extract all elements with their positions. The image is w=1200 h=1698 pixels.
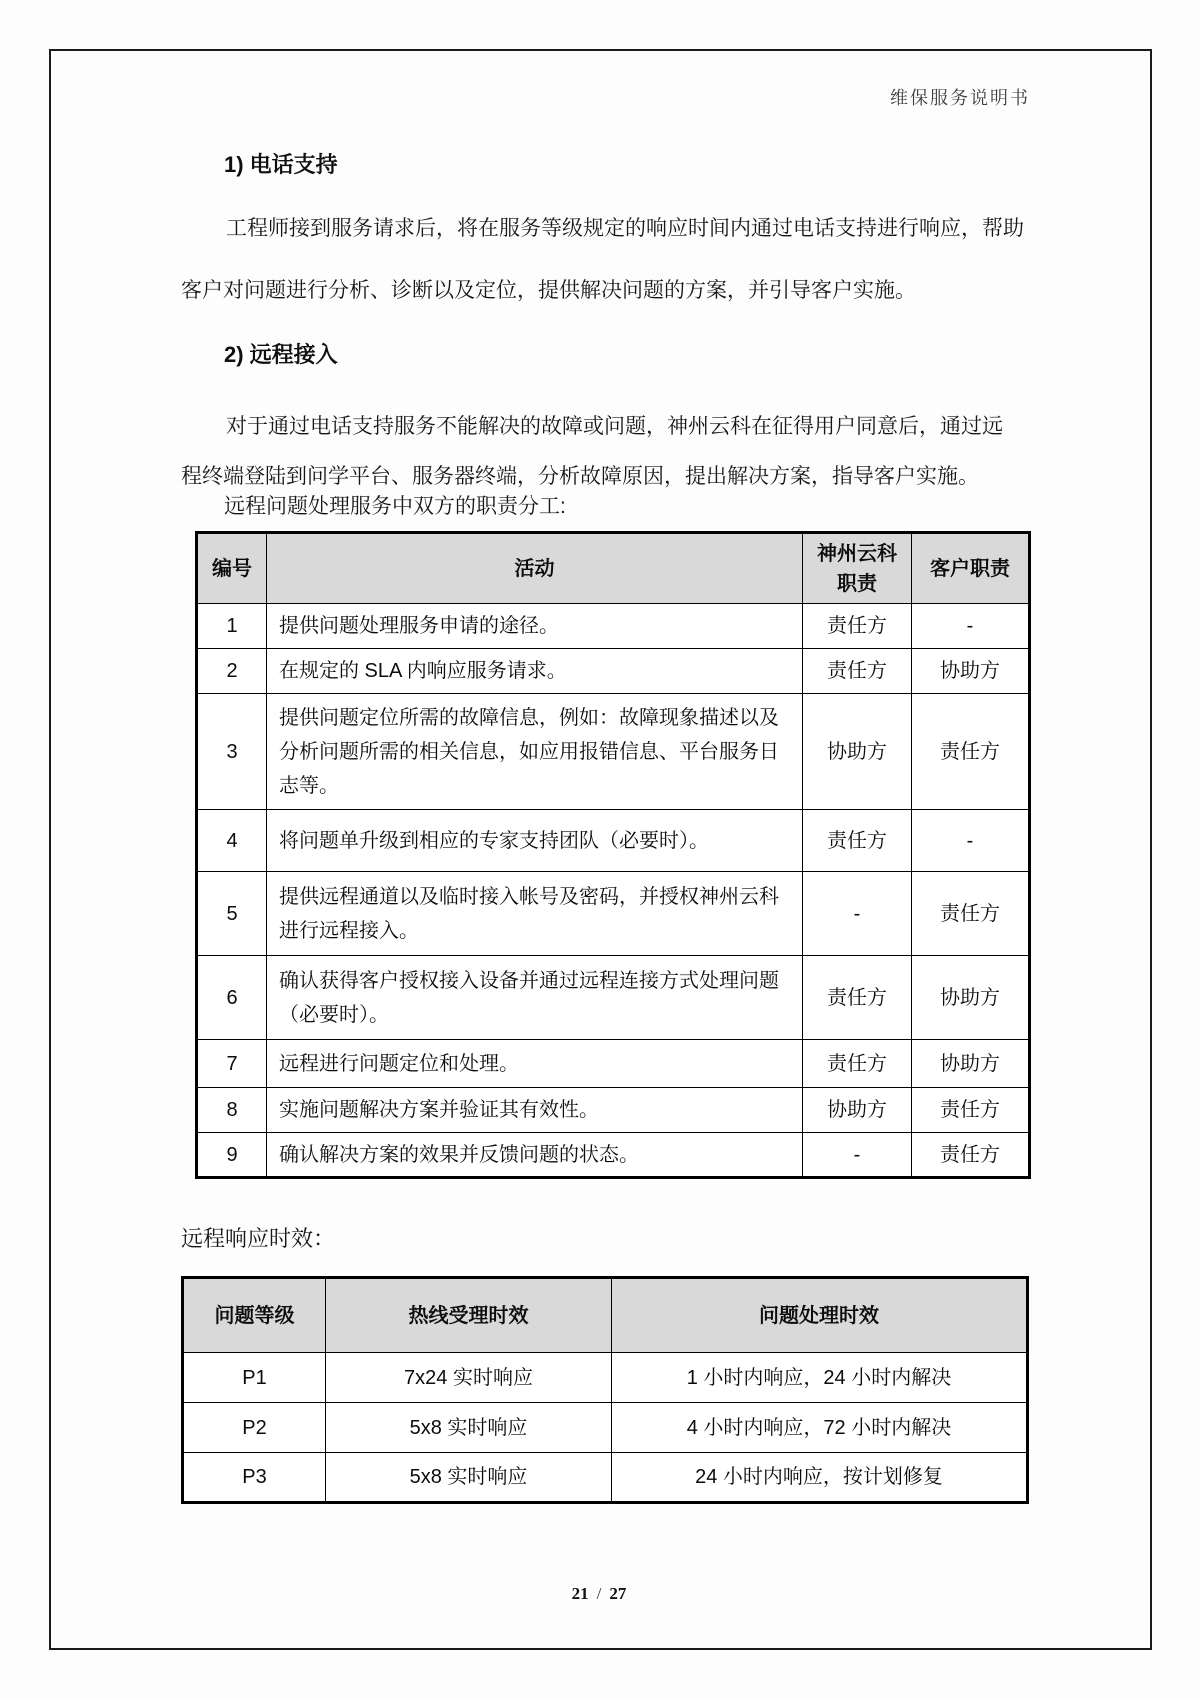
cell-dcits-duty: - [803, 872, 912, 956]
cell-no: 9 [197, 1133, 267, 1178]
cell-customer-duty: 责任方 [912, 872, 1030, 956]
header-cell-dcits-duty: 神州云科职责 [803, 533, 912, 604]
cell-dcits-duty: 责任方 [803, 810, 912, 872]
cell-customer-duty: - [912, 810, 1030, 872]
header-cell-hotline-time: 热线受理时效 [326, 1278, 612, 1353]
cell-no: 1 [197, 604, 267, 649]
current-page-number: 21 [571, 1584, 589, 1603]
section-2-paragraph-line-1: 对于通过电话支持服务不能解决的故障或问题，神州云科在征得用户同意后，通过远 [226, 415, 1003, 438]
table-row [197, 1088, 1030, 1133]
table-row [197, 956, 1030, 1040]
header-cell-problem-level: 问题等级 [183, 1278, 326, 1353]
cell-no: 5 [197, 872, 267, 956]
table-row [183, 1353, 1028, 1403]
responsibility-table [195, 531, 1031, 1179]
cell-no: 7 [197, 1040, 267, 1088]
table-row [197, 649, 1030, 694]
cell-dcits-duty: 责任方 [803, 1040, 912, 1088]
header-cell-no: 编号 [197, 533, 267, 604]
cell-dcits-duty: 协助方 [803, 1088, 912, 1133]
cell-no: 3 [197, 694, 267, 810]
cell-problem-level: P2 [183, 1403, 326, 1453]
cell-customer-duty: - [912, 604, 1030, 649]
cell-handling-time: 4 小时内响应，72 小时内解决 [612, 1403, 1028, 1453]
header-cell-activity: 活动 [267, 533, 803, 604]
cell-dcits-duty: - [803, 1133, 912, 1178]
cell-no: 2 [197, 649, 267, 694]
cell-activity: 确认获得客户授权接入设备并通过远程连接方式处理问题（必要时）。 [267, 956, 803, 1040]
section-1-paragraph-line-1: 工程师接到服务请求后，将在服务等级规定的响应时间内通过电话支持进行响应，帮助 [226, 217, 1024, 240]
cell-activity: 远程进行问题定位和处理。 [267, 1040, 803, 1088]
cell-hotline-time: 7x24 实时响应 [326, 1353, 612, 1403]
responsibility-table-intro: 远程问题处理服务中双方的职责分工: [224, 495, 566, 518]
cell-customer-duty: 责任方 [912, 1088, 1030, 1133]
table-row [197, 810, 1030, 872]
table-header-row [183, 1278, 1028, 1353]
response-time-heading: 远程响应时效： [181, 1226, 336, 1251]
table-row [183, 1453, 1028, 1503]
cell-customer-duty: 协助方 [912, 1040, 1030, 1088]
cell-activity: 确认解决方案的效果并反馈问题的状态。 [267, 1133, 803, 1178]
table-row [197, 604, 1030, 649]
cell-hotline-time: 5x8 实时响应 [326, 1453, 612, 1503]
cell-activity: 在规定的 SLA 内响应服务请求。 [267, 649, 803, 694]
table-row [197, 1040, 1030, 1088]
table-row [197, 694, 1030, 810]
cell-no: 6 [197, 956, 267, 1040]
table-row [197, 1133, 1030, 1178]
total-page-number: 27 [609, 1584, 627, 1603]
table-row [183, 1403, 1028, 1453]
cell-dcits-duty: 责任方 [803, 956, 912, 1040]
cell-hotline-time: 5x8 实时响应 [326, 1403, 612, 1453]
cell-no: 8 [197, 1088, 267, 1133]
page-number-separator: / [596, 1584, 602, 1603]
cell-customer-duty: 协助方 [912, 956, 1030, 1040]
cell-handling-time: 1 小时内响应，24 小时内解决 [612, 1353, 1028, 1403]
cell-activity: 将问题单升级到相应的专家支持团队（必要时）。 [267, 810, 803, 872]
cell-activity: 提供问题处理服务申请的途径。 [267, 604, 803, 649]
cell-activity: 提供远程通道以及临时接入帐号及密码，并授权神州云科进行远程接入。 [267, 872, 803, 956]
section-1-paragraph-line-2: 客户对问题进行分析、诊断以及定位，提供解决问题的方案，并引导客户实施。 [181, 279, 916, 302]
page-number-footer [49, 1584, 1149, 1604]
response-time-table [181, 1276, 1029, 1504]
document-header-title: 维保服务说明书 [890, 88, 1030, 108]
header-cell-customer-duty: 客户职责 [912, 533, 1030, 604]
cell-dcits-duty: 协助方 [803, 694, 912, 810]
cell-problem-level: P3 [183, 1453, 326, 1503]
table-row [197, 872, 1030, 956]
header-cell-handling-time: 问题处理时效 [612, 1278, 1028, 1353]
cell-activity: 实施问题解决方案并验证其有效性。 [267, 1088, 803, 1133]
cell-dcits-duty: 责任方 [803, 649, 912, 694]
cell-customer-duty: 责任方 [912, 1133, 1030, 1178]
cell-no: 4 [197, 810, 267, 872]
section-1-heading: 1) 电话支持 [224, 152, 338, 177]
section-2-paragraph-line-2: 程终端登陆到问学平台、服务器终端，分析故障原因，提出解决方案，指导客户实施。 [181, 465, 979, 488]
table-header-row [197, 533, 1030, 604]
cell-problem-level: P1 [183, 1353, 326, 1403]
cell-customer-duty: 协助方 [912, 649, 1030, 694]
section-2-heading: 2) 远程接入 [224, 342, 338, 367]
cell-dcits-duty: 责任方 [803, 604, 912, 649]
cell-handling-time: 24 小时内响应，按计划修复 [612, 1453, 1028, 1503]
cell-customer-duty: 责任方 [912, 694, 1030, 810]
cell-activity: 提供问题定位所需的故障信息，例如：故障现象描述以及分析问题所需的相关信息，如应用报错信息、平台服务日志等。 [267, 694, 803, 810]
